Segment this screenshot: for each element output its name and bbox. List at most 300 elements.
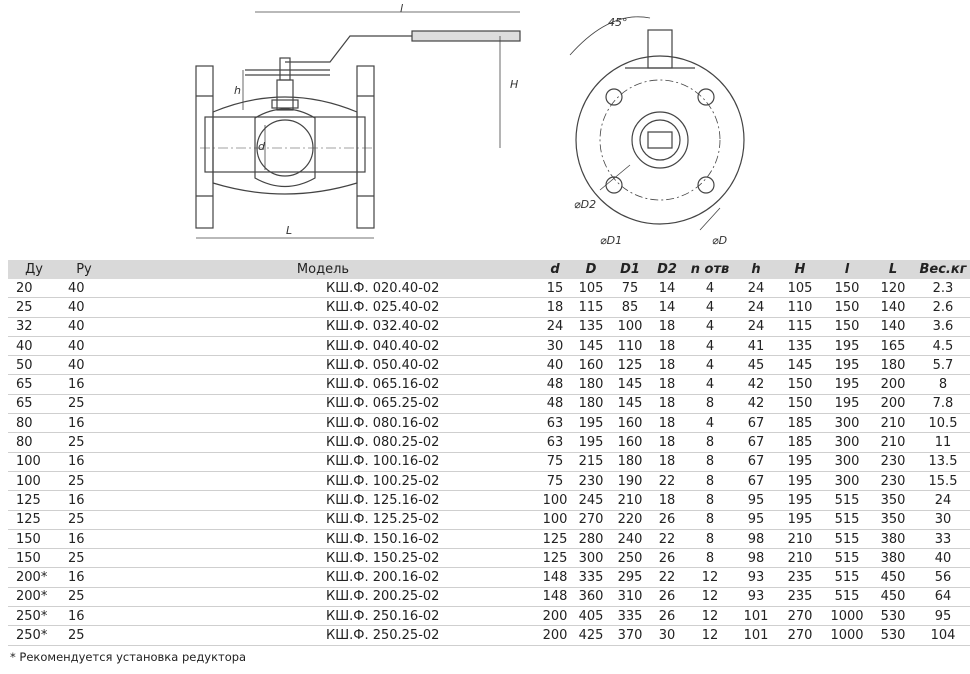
table-cell: 125 [610,356,650,375]
table-cell: 210 [776,549,824,568]
table-cell: 40 [60,356,108,375]
table-cell: КШ.Ф. 032.40-02 [108,317,538,336]
table-cell: 15.5 [916,471,970,490]
table-cell: 4 [684,375,736,394]
dim-D2: ⌀D2 [574,198,597,211]
table-cell: 135 [572,317,610,336]
table-cell: 100 [538,491,572,510]
table-cell: 98 [736,549,776,568]
table-cell: 95 [736,491,776,510]
table-cell: 95 [736,510,776,529]
table-cell: 75 [538,452,572,471]
table-cell: 14 [650,298,684,317]
table-cell: 195 [824,356,870,375]
table-cell: 64 [916,587,970,606]
table-cell: 85 [610,298,650,317]
col-D: D [572,260,610,279]
table-cell: КШ.Ф. 150.25-02 [108,549,538,568]
table-cell: 150 [824,317,870,336]
dim-d: d [258,140,265,153]
table-cell: 195 [776,471,824,490]
table-cell: 25 [60,626,108,645]
table-cell: КШ.Ф. 250.16-02 [108,607,538,626]
table-cell: 110 [776,298,824,317]
table-cell: 18 [650,394,684,413]
table-cell: 140 [870,317,916,336]
table-cell: 18 [650,375,684,394]
table-cell: 4 [684,414,736,433]
col-L: L [870,260,916,279]
col-H: H [776,260,824,279]
table-cell: 515 [824,510,870,529]
table-cell: 26 [650,587,684,606]
table-cell: 42 [736,375,776,394]
table-row [8,433,970,452]
table-cell: КШ.Ф. 125.25-02 [108,510,538,529]
table-cell: КШ.Ф. 025.40-02 [108,298,538,317]
table-cell: 12 [684,607,736,626]
table-cell: 195 [776,510,824,529]
table-cell: 26 [650,549,684,568]
table-cell: 380 [870,549,916,568]
table-cell: 195 [776,491,824,510]
table-cell: 11 [916,433,970,452]
valve-specs-table [8,260,970,646]
table-cell: 135 [776,336,824,355]
table-cell: 93 [736,568,776,587]
table-cell: 7.8 [916,394,970,413]
table-row [8,626,970,645]
table-cell: 80 [8,414,60,433]
table-cell: 8 [684,549,736,568]
dim-D1: ⌀D1 [600,234,623,247]
table-cell: 98 [736,529,776,548]
table-cell: 145 [572,336,610,355]
table-cell: КШ.Ф. 080.25-02 [108,433,538,452]
table-row [8,491,970,510]
table-cell: 41 [736,336,776,355]
table-cell: 200 [870,394,916,413]
table-cell: 67 [736,433,776,452]
table-cell: 335 [572,568,610,587]
table-cell: 195 [824,394,870,413]
table-cell: 200 [538,607,572,626]
table-cell: 63 [538,433,572,452]
table-cell: КШ.Ф. 065.25-02 [108,394,538,413]
table-cell: 40 [538,356,572,375]
table-cell: 48 [538,375,572,394]
table-cell: 250* [8,626,60,645]
table-cell: 10.5 [916,414,970,433]
table-cell: КШ.Ф. 250.25-02 [108,626,538,645]
table-cell: КШ.Ф. 050.40-02 [108,356,538,375]
table-cell: 14 [650,279,684,298]
table-cell: 20 [8,279,60,298]
table-cell: 270 [572,510,610,529]
table-cell: 195 [824,375,870,394]
table-row [8,549,970,568]
table-row [8,607,970,626]
table-cell: 195 [572,414,610,433]
table-cell: 300 [824,471,870,490]
table-cell: 150 [776,375,824,394]
table-cell: 300 [572,549,610,568]
dim-l-top: l [400,2,404,15]
table-cell: 148 [538,587,572,606]
table-cell: КШ.Ф. 065.16-02 [108,375,538,394]
table-cell: 5.7 [916,356,970,375]
table-cell: 180 [870,356,916,375]
table-cell: 240 [610,529,650,548]
table-cell: 93 [736,587,776,606]
table-row [8,298,970,317]
table-row [8,510,970,529]
table-cell: 42 [736,394,776,413]
table-cell: 22 [650,529,684,548]
table-cell: 95 [916,607,970,626]
table-cell: 30 [538,336,572,355]
table-cell: 145 [776,356,824,375]
dim-H: H [510,78,519,91]
table-cell: 3.6 [916,317,970,336]
table-cell: 101 [736,626,776,645]
table-cell: 40 [8,336,60,355]
table-cell: 8 [916,375,970,394]
table-cell: 33 [916,529,970,548]
col-n-holes: n отв [684,260,736,279]
table-cell: 100 [8,452,60,471]
table-cell: 32 [8,317,60,336]
table-cell: 18 [650,336,684,355]
table-row [8,414,970,433]
table-cell: 370 [610,626,650,645]
table-cell: 310 [610,587,650,606]
table-cell: 210 [776,529,824,548]
table-cell: 4 [684,356,736,375]
table-cell: 24 [538,317,572,336]
table-cell: КШ.Ф. 100.25-02 [108,471,538,490]
table-cell: 145 [610,375,650,394]
table-cell: 530 [870,626,916,645]
table-header-row [8,260,970,279]
table-cell: КШ.Ф. 040.40-02 [108,336,538,355]
table-row [8,568,970,587]
table-cell: 18 [650,414,684,433]
table-cell: 67 [736,414,776,433]
table-row [8,452,970,471]
valve-stem [277,80,293,110]
table-cell: 22 [650,568,684,587]
table-cell: 160 [610,414,650,433]
col-h: h [736,260,776,279]
table-cell: 230 [572,471,610,490]
col-ru: Ру [60,260,108,279]
table-cell: 215 [572,452,610,471]
table-cell: 160 [572,356,610,375]
table-cell: 150 [8,529,60,548]
table-row [8,279,970,298]
table-cell: 75 [538,471,572,490]
table-cell: 30 [650,626,684,645]
table-row [8,336,970,355]
table-cell: 380 [870,529,916,548]
table-cell: 8 [684,491,736,510]
table-cell: 110 [610,336,650,355]
table-cell: 115 [572,298,610,317]
table-cell: 12 [684,568,736,587]
table-cell: 125 [8,510,60,529]
table-cell: 26 [650,510,684,529]
table-cell: 40 [60,317,108,336]
table-cell: 245 [572,491,610,510]
bolt-hole [606,89,622,105]
table-cell: 210 [610,491,650,510]
col-d: d [538,260,572,279]
table-cell: 18 [538,298,572,317]
table-cell: 105 [776,279,824,298]
table-cell: 195 [824,336,870,355]
col-weight: Вес.кг [916,260,970,279]
table-cell: 235 [776,568,824,587]
table-cell: 4 [684,317,736,336]
table-cell: 80 [8,433,60,452]
table-cell: 300 [824,414,870,433]
table-cell: 515 [824,587,870,606]
table-cell: 195 [572,433,610,452]
table-cell: 104 [916,626,970,645]
table-cell: 200* [8,587,60,606]
table-cell: 67 [736,452,776,471]
table-cell: 450 [870,568,916,587]
table-cell: 101 [736,607,776,626]
table-cell: 24 [736,317,776,336]
table-cell: 1000 [824,607,870,626]
table-cell: 165 [870,336,916,355]
table-cell: 18 [650,356,684,375]
table-cell: 8 [684,433,736,452]
table-cell: 13.5 [916,452,970,471]
table-cell: 125 [8,491,60,510]
table-cell: 18 [650,433,684,452]
table-cell: 425 [572,626,610,645]
table-cell: 210 [870,414,916,433]
table-cell: 15 [538,279,572,298]
table-cell: 530 [870,607,916,626]
table-cell: 360 [572,587,610,606]
table-cell: 75 [610,279,650,298]
table-row [8,587,970,606]
table-cell: 4 [684,336,736,355]
table-cell: 25 [60,510,108,529]
handle-grip [412,31,520,41]
table-cell: 65 [8,375,60,394]
table-cell: 4 [684,279,736,298]
table-cell: 8 [684,510,736,529]
table-cell: 180 [610,452,650,471]
table-cell: 24 [736,298,776,317]
bolt-hole [698,89,714,105]
table-cell: 100 [538,510,572,529]
table-cell: 515 [824,549,870,568]
table-cell: 350 [870,510,916,529]
table-cell: 25 [60,433,108,452]
table-cell: 180 [572,394,610,413]
table-cell: 25 [8,298,60,317]
table-cell: 515 [824,568,870,587]
table-cell: 150 [824,279,870,298]
table-cell: 100 [8,471,60,490]
table-cell: 2.3 [916,279,970,298]
table-cell: 125 [538,529,572,548]
table-cell: 160 [610,433,650,452]
table-cell: 16 [60,375,108,394]
table-cell: 100 [610,317,650,336]
table-cell: 140 [870,298,916,317]
table-cell: 195 [776,452,824,471]
table-cell: 200 [538,626,572,645]
table-cell: 220 [610,510,650,529]
table-cell: 335 [610,607,650,626]
table-cell: 12 [684,587,736,606]
table-cell: КШ.Ф. 020.40-02 [108,279,538,298]
table-cell: 300 [824,433,870,452]
table-cell: КШ.Ф. 125.16-02 [108,491,538,510]
table-cell: 45 [736,356,776,375]
table-cell: 145 [610,394,650,413]
table-row [8,471,970,490]
table-cell: 150 [776,394,824,413]
table-cell: 125 [538,549,572,568]
front-stem [648,30,672,68]
valve-body [213,97,357,194]
table-cell: КШ.Ф. 150.16-02 [108,529,538,548]
table-cell: 185 [776,433,824,452]
table-cell: 180 [572,375,610,394]
table-cell: 40 [60,336,108,355]
table-row [8,529,970,548]
table-cell: 24 [736,279,776,298]
table-cell: 515 [824,491,870,510]
table-cell: 40 [60,279,108,298]
table-cell: 185 [776,414,824,433]
table-cell: 16 [60,568,108,587]
table-cell: 22 [650,471,684,490]
table-cell: 2.6 [916,298,970,317]
table-cell: 250* [8,607,60,626]
table-cell: 16 [60,414,108,433]
table-cell: КШ.Ф. 200.25-02 [108,587,538,606]
table-cell: КШ.Ф. 100.16-02 [108,452,538,471]
table-cell: 18 [650,317,684,336]
col-D1: D1 [610,260,650,279]
bolt-hole [698,177,714,193]
table-row [8,394,970,413]
table-cell: 8 [684,394,736,413]
table-cell: 25 [60,471,108,490]
table-cell: 63 [538,414,572,433]
table-cell: 148 [538,568,572,587]
table-cell: 150 [824,298,870,317]
flange-outer-circle [576,56,744,224]
table-cell: 1000 [824,626,870,645]
table-cell: 16 [60,491,108,510]
table-cell: 350 [870,491,916,510]
table-cell: 150 [8,549,60,568]
table-cell: 230 [870,471,916,490]
table-cell: 50 [8,356,60,375]
table-cell: 270 [776,607,824,626]
table-row [8,317,970,336]
table-cell: 8 [684,452,736,471]
table-cell: 56 [916,568,970,587]
valve-technical-drawing [0,0,970,258]
col-D2: D2 [650,260,684,279]
table-cell: 18 [650,491,684,510]
col-l: l [824,260,870,279]
col-du: Ду [8,260,60,279]
table-row [8,375,970,394]
table-cell: 18 [650,452,684,471]
table-cell: 115 [776,317,824,336]
table-cell: 190 [610,471,650,490]
pipe-bore [205,117,365,172]
table-cell: КШ.Ф. 080.16-02 [108,414,538,433]
table-cell: КШ.Ф. 200.16-02 [108,568,538,587]
table-row [8,356,970,375]
table-cell: 25 [60,394,108,413]
table-cell: 300 [824,452,870,471]
dim-angle: 45° [608,16,628,29]
table-cell: 235 [776,587,824,606]
table-cell: 67 [736,471,776,490]
table-cell: 280 [572,529,610,548]
table-cell: 450 [870,587,916,606]
table-cell: 40 [60,298,108,317]
dim-h: h [234,84,241,97]
table-cell: 230 [870,452,916,471]
table-cell: 16 [60,529,108,548]
table-cell: 105 [572,279,610,298]
table-cell: 210 [870,433,916,452]
table-cell: 200* [8,568,60,587]
dim-D: ⌀D [712,234,728,247]
table-cell: 4.5 [916,336,970,355]
table-cell: 30 [916,510,970,529]
table-cell: 405 [572,607,610,626]
table-cell: 24 [916,491,970,510]
dim-L: L [286,224,293,237]
table-cell: 250 [610,549,650,568]
table-cell: 8 [684,471,736,490]
table-cell: 26 [650,607,684,626]
table-cell: 16 [60,607,108,626]
table-cell: 8 [684,529,736,548]
table-cell: 65 [8,394,60,413]
valve-handle [285,36,420,62]
table-cell: 12 [684,626,736,645]
table-cell: 16 [60,452,108,471]
col-model: Модель [108,260,538,279]
table-cell: 120 [870,279,916,298]
table-cell: 25 [60,587,108,606]
table-cell: 515 [824,529,870,548]
table-cell: 48 [538,394,572,413]
table-cell: 295 [610,568,650,587]
table-cell: 4 [684,298,736,317]
table-cell: 40 [916,549,970,568]
table-cell: 25 [60,549,108,568]
table-cell: 270 [776,626,824,645]
